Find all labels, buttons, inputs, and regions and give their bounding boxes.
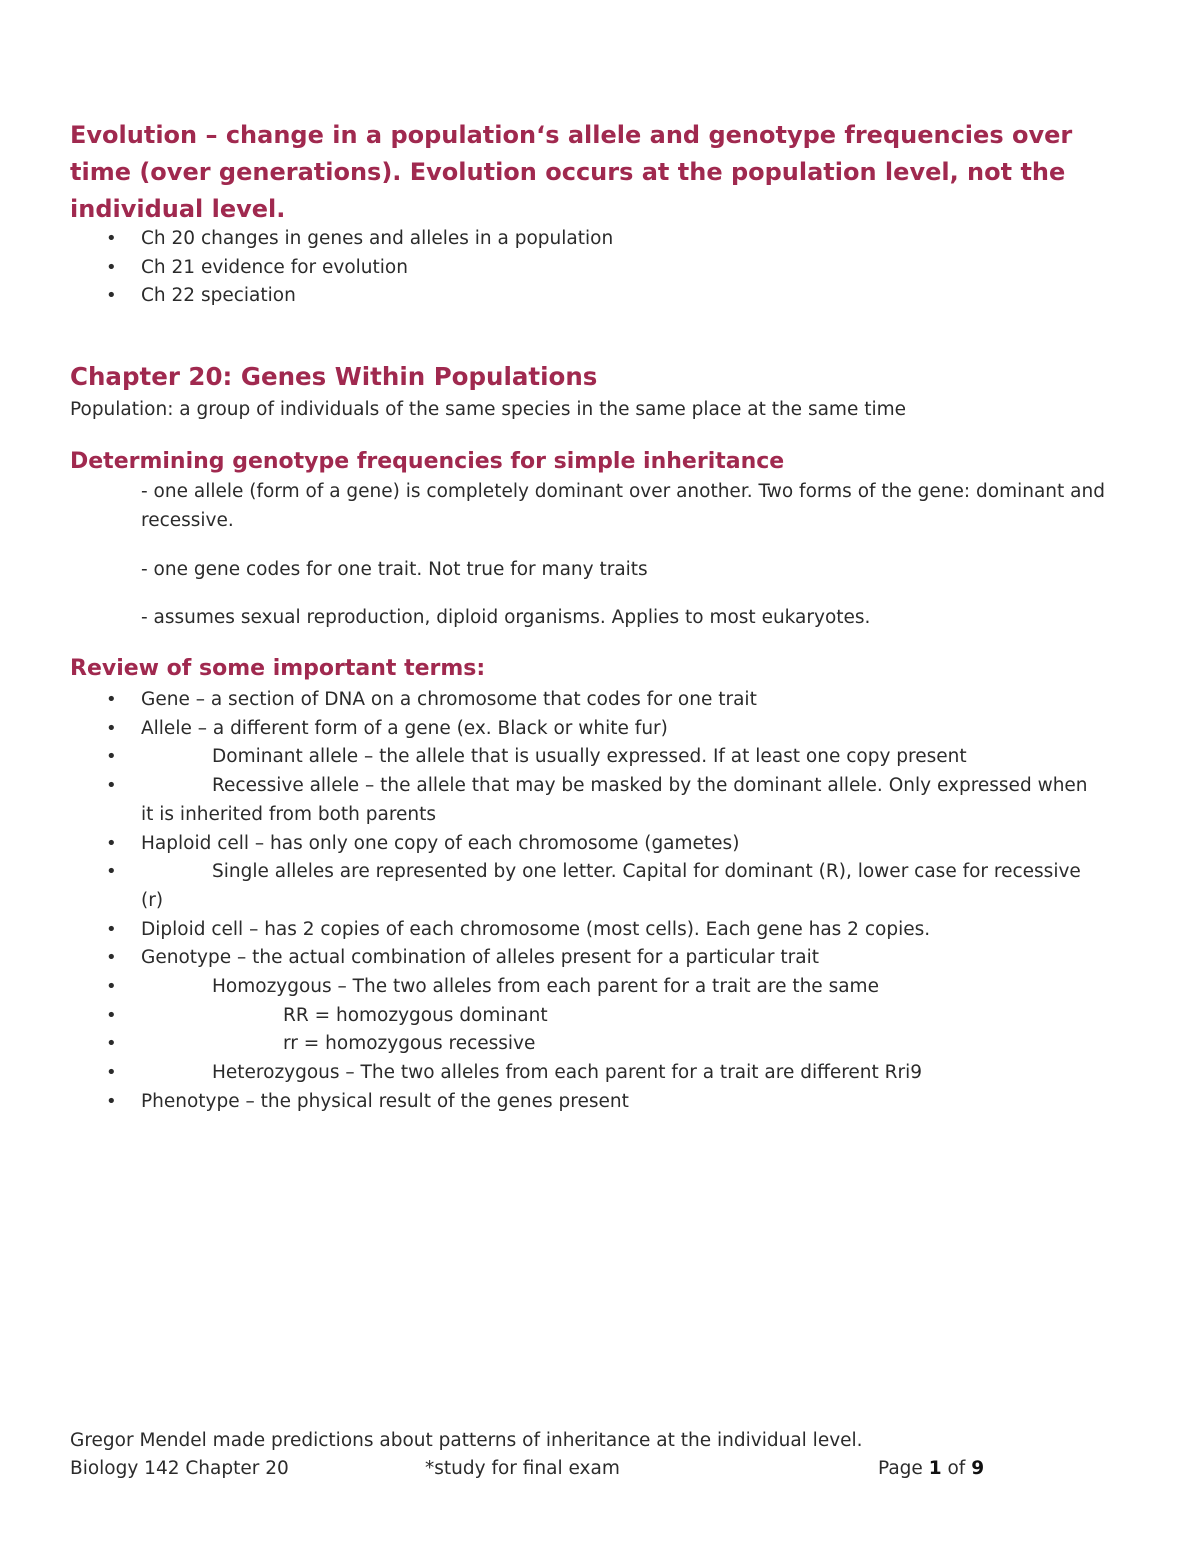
list-item: • RR = homozygous dominant (70, 1002, 1140, 1031)
bullet-icon: • (106, 1033, 117, 1055)
bullet-icon: • (106, 256, 117, 278)
list-item-continuation: (r) (141, 889, 164, 911)
list-item: • Dominant allele – the allele that is usually expressed. If at least one copy present (70, 743, 1140, 772)
list-item: • rr = homozygous recessive (70, 1030, 1140, 1059)
list-item: • Homozygous – The two alleles from each parent for a trait are the same (70, 973, 1140, 1002)
bullet-icon: • (106, 285, 117, 307)
bullet-icon: • (106, 861, 117, 883)
footer-reminder: *study for final exam (425, 1458, 620, 1479)
list-item: • Heterozygous – The two alleles from each parent for a trait are different Rri9 (70, 1059, 1140, 1088)
bullet-icon: • (106, 746, 117, 768)
terms-section-heading: Review of some important terms: (70, 656, 486, 681)
list-item: • Ch 22 speciation (70, 282, 1140, 311)
intro-title: Evolution – change in a population‘s allele and genotype frequencies over time (over generations). Evolution occurs at the population level, not the individual level. (70, 121, 1073, 223)
bullet-icon: • (106, 1090, 117, 1112)
footer-course: Biology 142 Chapter 20 (70, 1458, 289, 1479)
intro-bullet-list (70, 225, 1140, 311)
footer-page-number: Page 1 of 9 (878, 1458, 985, 1479)
list-item: • Diploid cell – has 2 copies of each chromosome (most cells). Each gene has 2 copies. (70, 916, 1140, 945)
genotype-section-heading: Determining genotype frequencies for simple inheritance (70, 449, 785, 474)
bullet-icon: • (106, 775, 117, 797)
bullet-icon: • (106, 689, 117, 710)
list-item: • Ch 21 evidence for evolution (70, 254, 1140, 283)
bullet-icon: • (106, 1004, 117, 1026)
bullet-icon: • (106, 832, 117, 854)
genotype-point: - assumes sexual reproduction, diploid organisms. Applies to most eukaryotes. (141, 607, 871, 628)
bullet-icon: • (106, 918, 117, 940)
list-item: • Gene – a section of DNA on a chromosome that codes for one trait (70, 686, 1140, 715)
genotype-point: - one gene codes for one trait. Not true for many traits (141, 559, 648, 580)
footer-note: Gregor Mendel made predictions about patterns of inheritance at the individual level. (70, 1430, 863, 1451)
bullet-icon: • (106, 717, 117, 739)
list-item: • Haploid cell – has only one copy of each chromosome (gametes) (70, 830, 1140, 859)
bullet-icon: • (106, 1062, 117, 1084)
list-item: • Single alleles are represented by one letter. Capital for dominant (R), lower case for recessive (70, 858, 1140, 887)
list-item: • Recessive allele – the allele that may be masked by the dominant allele. Only expressed when (70, 772, 1140, 801)
terms-list (70, 686, 1140, 1117)
bullet-icon: • (106, 947, 117, 969)
list-item: • Genotype – the actual combination of alleles present for a particular trait (70, 944, 1140, 973)
genotype-point: - one allele (form of a gene) is completely dominant over another. Two forms of the gene: dominant and recessive. (141, 481, 1105, 531)
list-item: • Allele – a different form of a gene (ex. Black or white fur) (70, 715, 1140, 744)
bullet-icon: • (106, 228, 117, 249)
population-definition: Population: a group of individuals of the same species in the same place at the same time (70, 399, 907, 420)
chapter-title: Chapter 20: Genes Within Populations (70, 362, 598, 391)
list-item-continuation: it is inherited from both parents (141, 803, 437, 825)
bullet-icon: • (106, 976, 117, 998)
list-item: • Ch 20 changes in genes and alleles in a population (70, 225, 1140, 254)
page-footer (70, 1455, 1070, 1485)
list-item: • Phenotype – the physical result of the genes present (70, 1088, 1140, 1117)
